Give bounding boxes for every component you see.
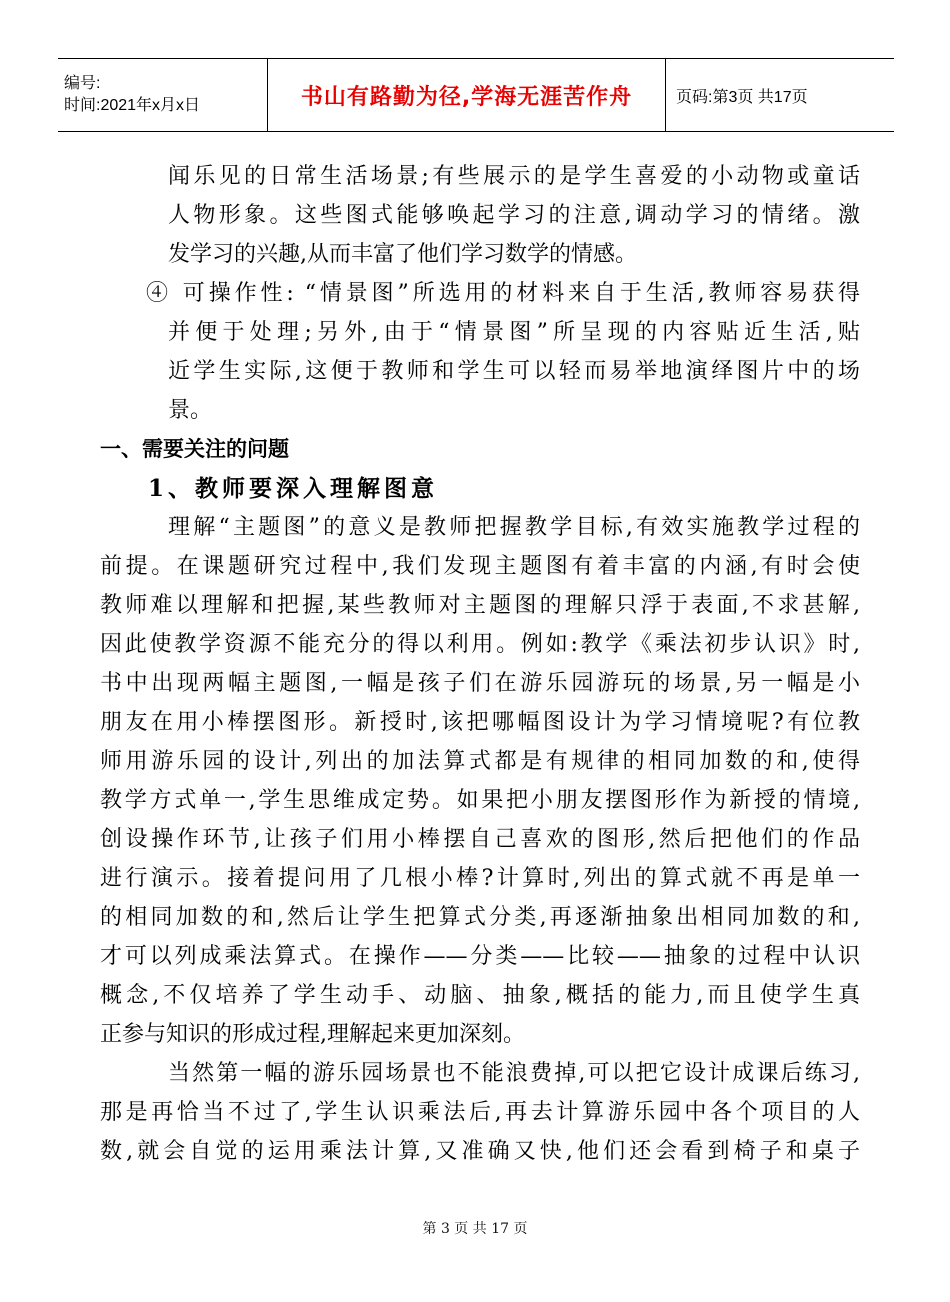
- body-line: 并便于处理;另外,由于“情景图”所呈现的内容贴近生活,贴: [168, 320, 860, 345]
- document-body: [100, 157, 860, 1171]
- body-line: 的相同加数的和,然后让学生把算式分类,再逐渐抽象出相同加数的和,: [100, 905, 860, 930]
- body-line: 朋友在用小棒摆图形。新授时,该把哪幅图设计为学习情境呢?有位教: [100, 710, 860, 735]
- footer-page-number: 第 3 页 共 17 页: [422, 1221, 528, 1237]
- body-line: 进行演示。接着提问用了几根小棒?计算时,列出的算式就不再是单一: [100, 866, 860, 891]
- header-page-code-cell: [666, 59, 894, 131]
- page-header: [58, 58, 894, 132]
- page-footer: [0, 1218, 950, 1238]
- body-line: 闻乐见的日常生活场景;有些展示的是学生喜爱的小动物或童话: [168, 164, 860, 189]
- time-label: 时间:2021年x月x日: [64, 97, 201, 114]
- header-motto-cell: [268, 59, 666, 131]
- body-line: 那是再恰当不过了,学生认识乘法后,再去计算游乐园中各个项目的人: [100, 1100, 860, 1125]
- paragraph-first-line: 理解“主题图”的意义是教师把握教学目标,有效实施教学过程的: [168, 515, 860, 540]
- section-heading: 一、需要关注的问题: [100, 437, 289, 461]
- list-item-line: ④ 可操作性: “情景图”所选用的材料来自于生活,教师容易获得: [146, 281, 860, 306]
- body-line: 景。: [168, 398, 213, 423]
- body-line: 教学方式单一,学生思维成定势。如果把小朋友摆图形作为新授的情境,: [100, 788, 860, 813]
- body-line: 师用游乐园的设计,列出的加法算式都是有规律的相同加数的和,使得: [100, 749, 860, 774]
- body-line: 近学生实际,这便于教师和学生可以轻而易举地演绎图片中的场: [168, 359, 860, 384]
- header-meta: [58, 59, 268, 131]
- header-page-code: 页码:第3页 共17页: [676, 88, 808, 106]
- serial-label: 编号:: [64, 75, 101, 92]
- body-line: 才可以列成乘法算式。在操作——分类——比较——抽象的过程中认识: [100, 944, 860, 969]
- body-line: 书中出现两幅主题图,一幅是孩子们在游乐园游玩的场景,另一幅是小: [100, 671, 860, 696]
- body-line: 正参与知识的形成过程,理解起来更加深刻。: [100, 1022, 525, 1047]
- body-line: 前提。在课题研究过程中,我们发现主题图有着丰富的内涵,有时会使: [100, 554, 860, 579]
- body-line: 发学习的兴趣,从而丰富了他们学习数学的情感。: [168, 242, 637, 267]
- body-line: 创设操作环节,让孩子们用小棒摆自己喜欢的图形,然后把他们的作品: [100, 827, 860, 852]
- paragraph-first-line: 当然第一幅的游乐园场景也不能浪费掉,可以把它设计成课后练习,: [168, 1061, 860, 1086]
- body-line: 因此使教学资源不能充分的得以利用。例如:教学《乘法初步认识》时,: [100, 632, 860, 657]
- body-line: 概念,不仅培养了学生动手、动脑、抽象,概括的能力,而且使学生真: [100, 983, 860, 1008]
- subsection-heading: 1、教师要深入理解图意: [148, 475, 439, 502]
- body-line: 教师难以理解和把握,某些教师对主题图的理解只浮于表面,不求甚解,: [100, 593, 860, 618]
- header-motto: 书山有路勤为径,学海无涯苦作舟: [300, 84, 633, 110]
- body-line: 数,就会自觉的运用乘法计算,又准确又快,他们还会看到椅子和桌子: [100, 1139, 860, 1164]
- body-line: 人物形象。这些图式能够唤起学习的注意,调动学习的情绪。激: [168, 203, 860, 228]
